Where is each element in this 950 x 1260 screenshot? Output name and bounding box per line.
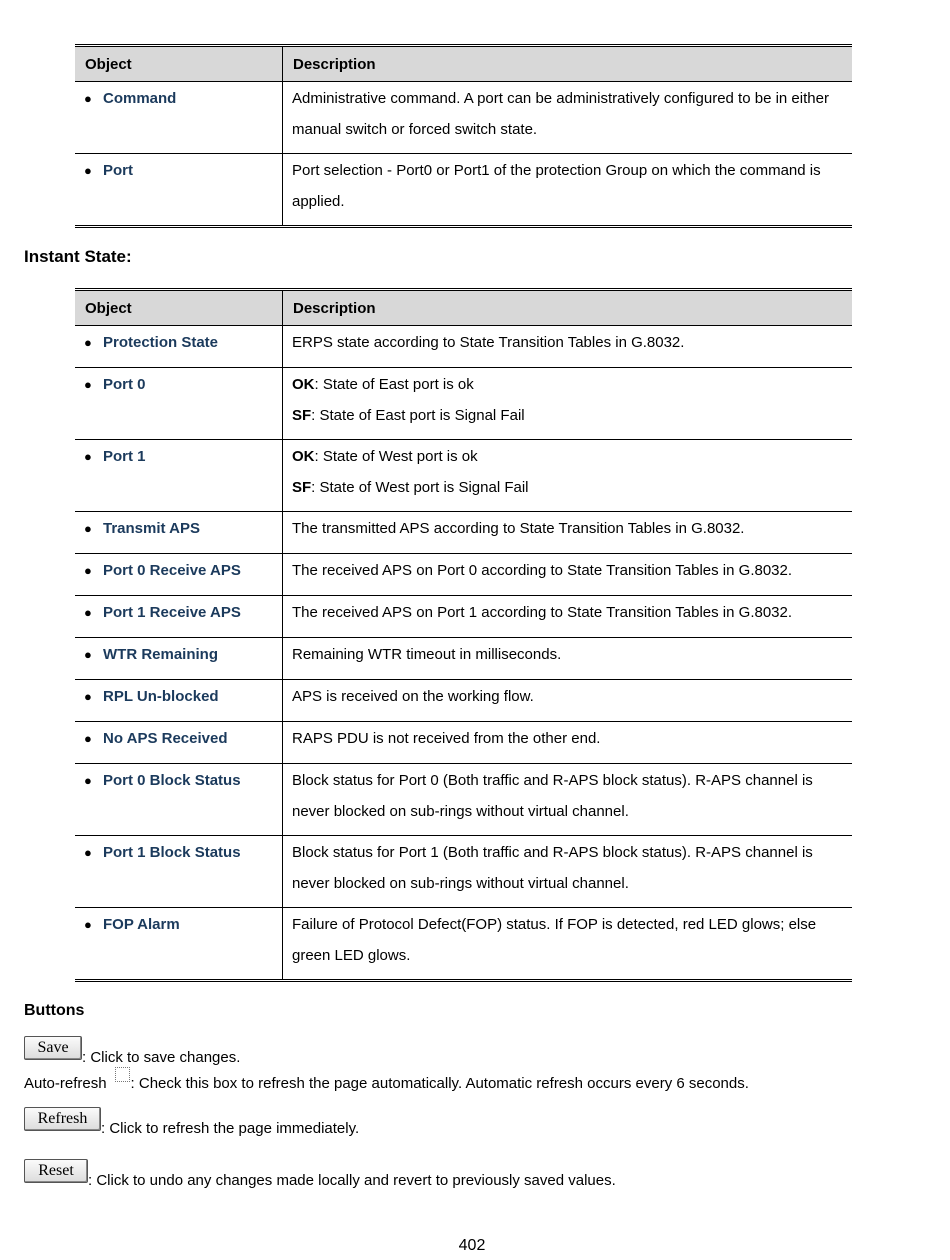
instant-state-table bbox=[75, 288, 852, 982]
sf-label: SF bbox=[292, 407, 312, 424]
refresh-text: : Click to refresh the page immediately. bbox=[101, 1120, 360, 1137]
table-header-row bbox=[75, 290, 852, 326]
bullet-icon: ● bbox=[84, 917, 92, 932]
table-row bbox=[75, 554, 852, 596]
object-cell bbox=[75, 722, 283, 764]
refresh-button[interactable]: Refresh bbox=[24, 1107, 101, 1131]
bullet-icon: ● bbox=[84, 773, 92, 788]
page-number: 402 bbox=[458, 1237, 486, 1254]
bullet-icon: ● bbox=[84, 731, 92, 746]
object-cell bbox=[75, 326, 283, 368]
sf-text: : State of East port is Signal Fail bbox=[311, 407, 525, 424]
description-cell: Port selection - Port0 or Port1 of the protection Group on which the command is applied. bbox=[292, 162, 821, 210]
object-cell bbox=[75, 596, 283, 638]
object-label: Port 1 bbox=[103, 448, 146, 465]
object-label: Transmit APS bbox=[103, 520, 200, 537]
bullet-icon: ● bbox=[84, 845, 92, 860]
description-cell: Block status for Port 0 (Both traffic and R-APS block status). R-APS channel is never blocked on sub-rings without virtual channel. bbox=[283, 764, 853, 836]
description-cell: Administrative command. A port can be administratively configured to be in either manual switch or forced switch state. bbox=[283, 82, 853, 154]
command-table bbox=[75, 44, 852, 228]
table-row bbox=[75, 154, 852, 227]
bullet-icon: ● bbox=[84, 449, 92, 464]
table-row bbox=[75, 638, 852, 680]
description-cell: The received APS on Port 1 according to State Transition Tables in G.8032. bbox=[283, 596, 853, 638]
object-cell bbox=[75, 638, 283, 680]
bullet-icon: ● bbox=[84, 91, 92, 106]
object-cell bbox=[75, 908, 283, 981]
save-button[interactable]: Save bbox=[24, 1036, 82, 1060]
object-cell bbox=[75, 836, 283, 908]
table-row bbox=[75, 908, 852, 981]
description-cell bbox=[283, 440, 853, 512]
description-cell bbox=[283, 368, 853, 440]
object-label: Port bbox=[103, 162, 133, 179]
instant-state-heading: Instant State: bbox=[24, 247, 132, 266]
description-cell: Remaining WTR timeout in milliseconds. bbox=[283, 638, 853, 680]
description-cell: APS is received on the working flow. bbox=[283, 680, 853, 722]
reset-description bbox=[24, 1162, 616, 1189]
object-cell bbox=[75, 680, 283, 722]
table-row bbox=[75, 764, 852, 836]
object-label: WTR Remaining bbox=[103, 646, 218, 663]
description-cell: The received APS on Port 0 according to State Transition Tables in G.8032. bbox=[283, 554, 853, 596]
column-header-object: Object bbox=[75, 46, 283, 82]
object-label: FOP Alarm bbox=[103, 916, 180, 933]
sf-text: : State of West port is Signal Fail bbox=[311, 479, 529, 496]
reset-text: : Click to undo any changes made locally and revert to previously saved values. bbox=[88, 1172, 616, 1189]
object-label: RPL Un-blocked bbox=[103, 688, 219, 705]
autorefresh-text: : Check this box to refresh the page automatically. Automatic refresh occurs every 6 seconds. bbox=[130, 1075, 749, 1092]
table-row bbox=[75, 836, 852, 908]
save-description bbox=[24, 1039, 241, 1066]
bullet-icon: ● bbox=[84, 605, 92, 620]
object-label: Port 1 Block Status bbox=[103, 844, 241, 861]
bullet-icon: ● bbox=[84, 521, 92, 536]
description-cell: Failure of Protocol Defect(FOP) status. If FOP is detected, red LED glows; else green LED glows. bbox=[292, 916, 817, 964]
bullet-icon: ● bbox=[84, 335, 92, 350]
reset-button[interactable]: Reset bbox=[24, 1159, 88, 1183]
bullet-icon: ● bbox=[84, 563, 92, 578]
object-label: Port 0 Receive APS bbox=[103, 562, 241, 579]
ok-text: : State of West port is ok bbox=[314, 448, 478, 465]
object-label: Command bbox=[103, 90, 177, 107]
table-row bbox=[75, 440, 852, 512]
description-cell: The transmitted APS according to State Transition Tables in G.8032. bbox=[283, 512, 853, 554]
object-cell bbox=[75, 512, 283, 554]
table-row bbox=[75, 368, 852, 440]
table-row bbox=[75, 512, 852, 554]
ok-label: OK bbox=[292, 376, 315, 393]
object-cell bbox=[75, 440, 283, 512]
sf-line bbox=[292, 400, 843, 431]
bullet-icon: ● bbox=[84, 647, 92, 662]
object-label: Port 1 Receive APS bbox=[103, 604, 241, 621]
object-cell bbox=[75, 368, 283, 440]
column-header-description: Description bbox=[283, 46, 853, 82]
save-text: : Click to save changes. bbox=[82, 1049, 241, 1066]
object-label: Protection State bbox=[103, 334, 219, 351]
object-label: No APS Received bbox=[103, 730, 228, 747]
table-row bbox=[75, 326, 852, 368]
table-row bbox=[75, 722, 852, 764]
object-cell bbox=[75, 764, 283, 836]
table-row bbox=[75, 596, 852, 638]
description-cell: RAPS PDU is not received from the other end. bbox=[283, 722, 853, 764]
object-cell bbox=[75, 154, 283, 227]
object-cell bbox=[75, 554, 283, 596]
bullet-icon: ● bbox=[84, 689, 92, 704]
description-cell: ERPS state according to State Transition Tables in G.8032. bbox=[283, 326, 853, 368]
description-cell: Block status for Port 1 (Both traffic and R-APS block status). R-APS channel is never blocked on sub-rings without virtual channel. bbox=[283, 836, 853, 908]
bullet-icon: ● bbox=[84, 377, 92, 392]
autorefresh-description bbox=[24, 1073, 749, 1092]
ok-line bbox=[292, 441, 843, 472]
ok-label: OK bbox=[292, 448, 315, 465]
buttons-heading: Buttons bbox=[24, 1002, 85, 1019]
column-header-object: Object bbox=[75, 290, 283, 326]
bullet-icon: ● bbox=[84, 163, 92, 178]
autorefresh-checkbox[interactable] bbox=[115, 1067, 130, 1082]
table-header-row bbox=[75, 46, 852, 82]
column-header-description: Description bbox=[283, 290, 853, 326]
object-label: Port 0 Block Status bbox=[103, 772, 241, 789]
autorefresh-label: Auto-refresh bbox=[24, 1075, 107, 1092]
ok-text: : State of East port is ok bbox=[314, 376, 474, 393]
object-cell bbox=[75, 82, 283, 154]
sf-line bbox=[292, 472, 843, 503]
refresh-description bbox=[24, 1110, 360, 1137]
table-row bbox=[75, 82, 852, 154]
object-label: Port 0 bbox=[103, 376, 146, 393]
table-row bbox=[75, 680, 852, 722]
ok-line bbox=[292, 369, 843, 400]
sf-label: SF bbox=[292, 479, 312, 496]
